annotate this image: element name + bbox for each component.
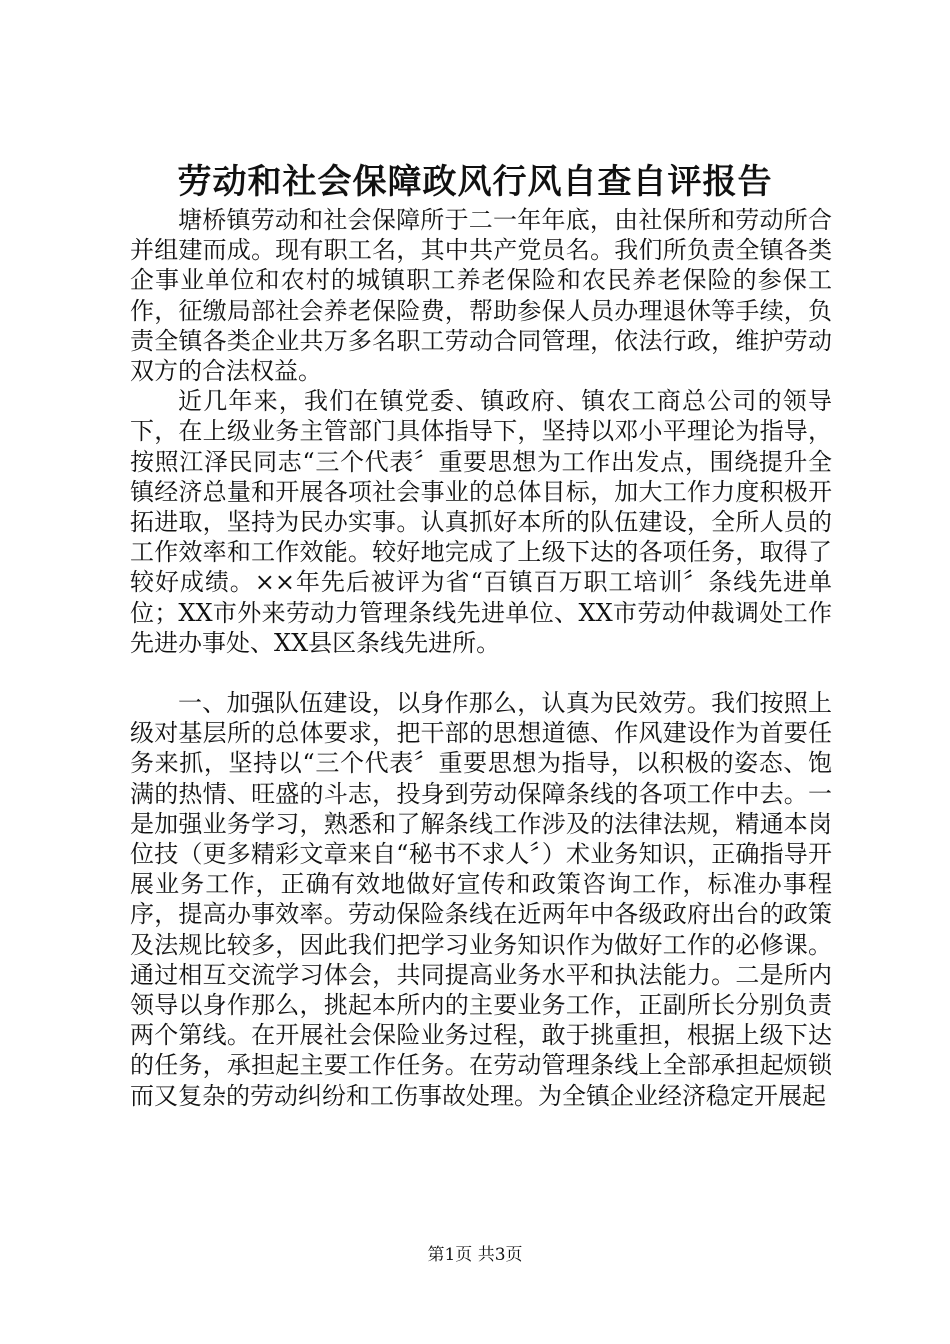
document-title: 劳动和社会保障政风行风自查自评报告 [177, 162, 773, 202]
paragraph-spacer [130, 658, 832, 688]
paragraph-intro: 塘桥镇劳动和社会保障所于二一年年底，由社保所和劳动所合并组建而成。现有职工名，其中共产党员名。我们所负责全镇各类企事业单位和农村的城镇职工养老保险和农民养老保险的参保工作，征缴局部社会养老保险费，帮助参保人员办理退休等手续，负责全镇各类企业共万多名职工劳动合同管理，依法行政，维护劳动双方的合法权益。 [130, 206, 832, 386]
document-body [130, 205, 832, 1111]
paragraph-team-building: 一、加强队伍建设，以身作那么，认真为民效劳。我们按照上级对基层所的总体要求，把干部的思想道德、作风建设作为首要任务来抓，坚持以“三个代表〞重要思想为指导，以积极的姿态、饱满的热情、旺盛的斗志，投身到劳动保障条线的各项工作中去。一是加强业务学习，熟悉和了解条线工作涉及的法律法规，精通本岗位技（更多精彩文章来自“秘书不求人〞）术业务知识，正确指导开展业务工作，正确有效地做好宣传和政策咨询工作，标准办事程序，提高办事效率。劳动保险条线在近两年中各级政府出台的政策及法规比较多，因此我们把学习业务知识作为做好工作的必修课。通过相互交流学习体会，共同提高业务水平和执法能力。二是所内领导以身作那么，挑起本所内的主要业务工作，正副所长分别负责两个第线。在开展社会保险业务过程，敢于挑重担，根据上级下达的任务，承担起主要工作任务。在劳动管理条线上全部承担起烦锁而又复杂的劳动纠纷和工伤事故处理。为全镇企业经济稳定开展起 [130, 689, 832, 1110]
paragraph-achievements: 近几年来，我们在镇党委、镇政府、镇农工商总公司的领导下，在上级业务主管部门具体指导下，坚持以邓小平理论为指导，按照江泽民同志“三个代表〞重要思想为工作出发点，围绕提升全镇经济总量和开展各项社会事业的总体目标，加大工作力度积极开拓进取，坚持为民办实事。认真抓好本所的队伍建设，全所人员的工作效率和工作效能。较好地完成了上级下达的各项任务，取得了较好成绩。××年先后被评为省“百镇百万职工培训〞条线先进单位；XX市外来劳动力管理条线先进单位、XX市劳动仲裁调处工作先进办事处、XX县区条线先进所。 [130, 387, 832, 657]
page-number-footer: 第1页 共3页 [427, 1245, 523, 1265]
